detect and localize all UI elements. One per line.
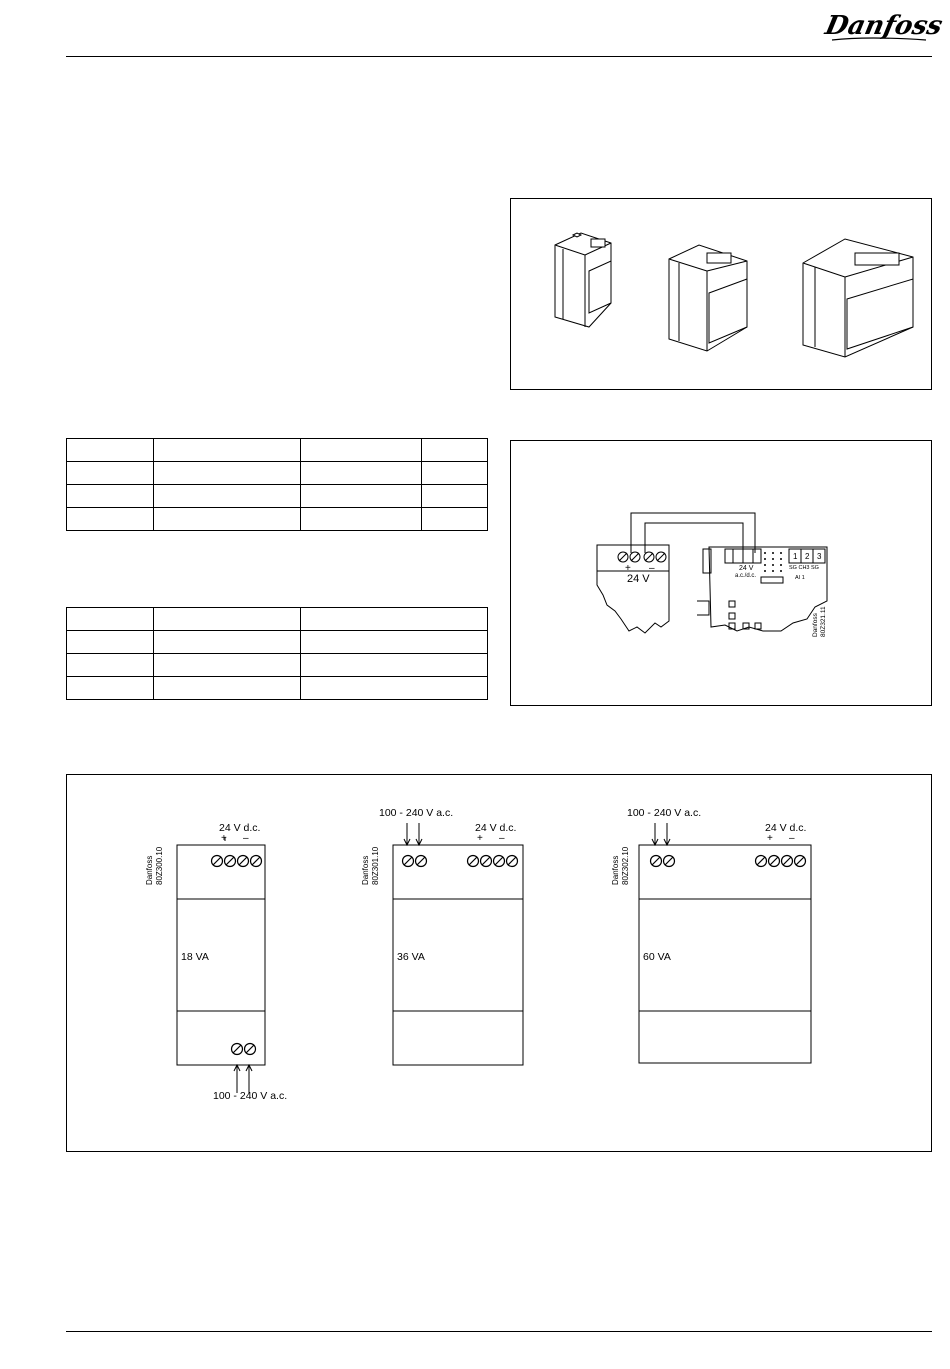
unit2-rating: 36 VA: [397, 951, 425, 963]
unit1-minus: –: [243, 833, 249, 844]
controller-terminal-3: 3: [817, 552, 822, 561]
controller-24v-label: 24 V: [739, 565, 754, 572]
svg-text:Danfoss: Danfoss: [822, 10, 946, 41]
unit3-code-brand: Danfoss: [611, 855, 620, 885]
wiring-diagram-frame: [510, 440, 932, 706]
table-row: [67, 654, 488, 677]
footer-rule: [66, 1331, 932, 1332]
unit1-input-label: 100 - 240 V a.c.: [213, 1090, 288, 1102]
controller-ai-label: AI 1: [795, 575, 805, 581]
unit1-plus: +: [221, 833, 227, 844]
unit2-code: 80Z301.10: [371, 846, 380, 885]
danfoss-logo-icon: [822, 6, 946, 46]
unit2-input-label: 100 - 240 V a.c.: [379, 807, 454, 819]
table-row: [67, 439, 488, 462]
table-row: [67, 485, 488, 508]
unit1-rating: 18 VA: [181, 951, 209, 963]
unit1-output-label: 24 V d.c.: [219, 822, 261, 834]
brand-logo: [822, 6, 946, 46]
table-row: [67, 608, 488, 631]
controller-acdc-label: a.c./d.c.: [735, 573, 757, 579]
table-row: [67, 462, 488, 485]
unit3-code: 80Z302.10: [621, 846, 630, 885]
unit2-output-label: 24 V d.c.: [475, 822, 517, 834]
product-illustration-frame: [510, 198, 932, 390]
controller-terminal-1: 1: [793, 552, 798, 561]
unit3-plus: +: [767, 833, 773, 844]
power-supply-units-illustration: [511, 199, 933, 391]
data-table-2: [66, 607, 488, 700]
unit3-output-label: 24 V d.c.: [765, 822, 807, 834]
unit2-minus: –: [499, 833, 505, 844]
unit2-plus: +: [477, 833, 483, 844]
wiring-diagram: [511, 441, 933, 707]
psu-minus-label: –: [649, 563, 655, 574]
unit1-code-brand: Danfoss: [145, 855, 154, 885]
controller-terminal-2: 2: [805, 552, 810, 561]
table-row: [67, 677, 488, 700]
unit3-rating: 60 VA: [643, 951, 671, 963]
psu-voltage-label: 24 V: [627, 573, 650, 585]
psu-plus-label: +: [625, 563, 631, 574]
header-rule: [66, 56, 932, 57]
unit3-input-label: 100 - 240 V a.c.: [627, 807, 702, 819]
dimension-diagrams-frame: [66, 774, 932, 1152]
unit3-minus: –: [789, 833, 795, 844]
wiring-code: 80Z321.11: [820, 606, 827, 637]
data-table-1: [66, 438, 488, 531]
controller-sub-label: SG CH3 SG: [789, 565, 819, 571]
unit1-code: 80Z300.10: [155, 846, 164, 885]
table-row: [67, 631, 488, 654]
wiring-code-brand: Danfoss: [812, 613, 819, 637]
table-row: [67, 508, 488, 531]
unit2-code-brand: Danfoss: [361, 855, 370, 885]
